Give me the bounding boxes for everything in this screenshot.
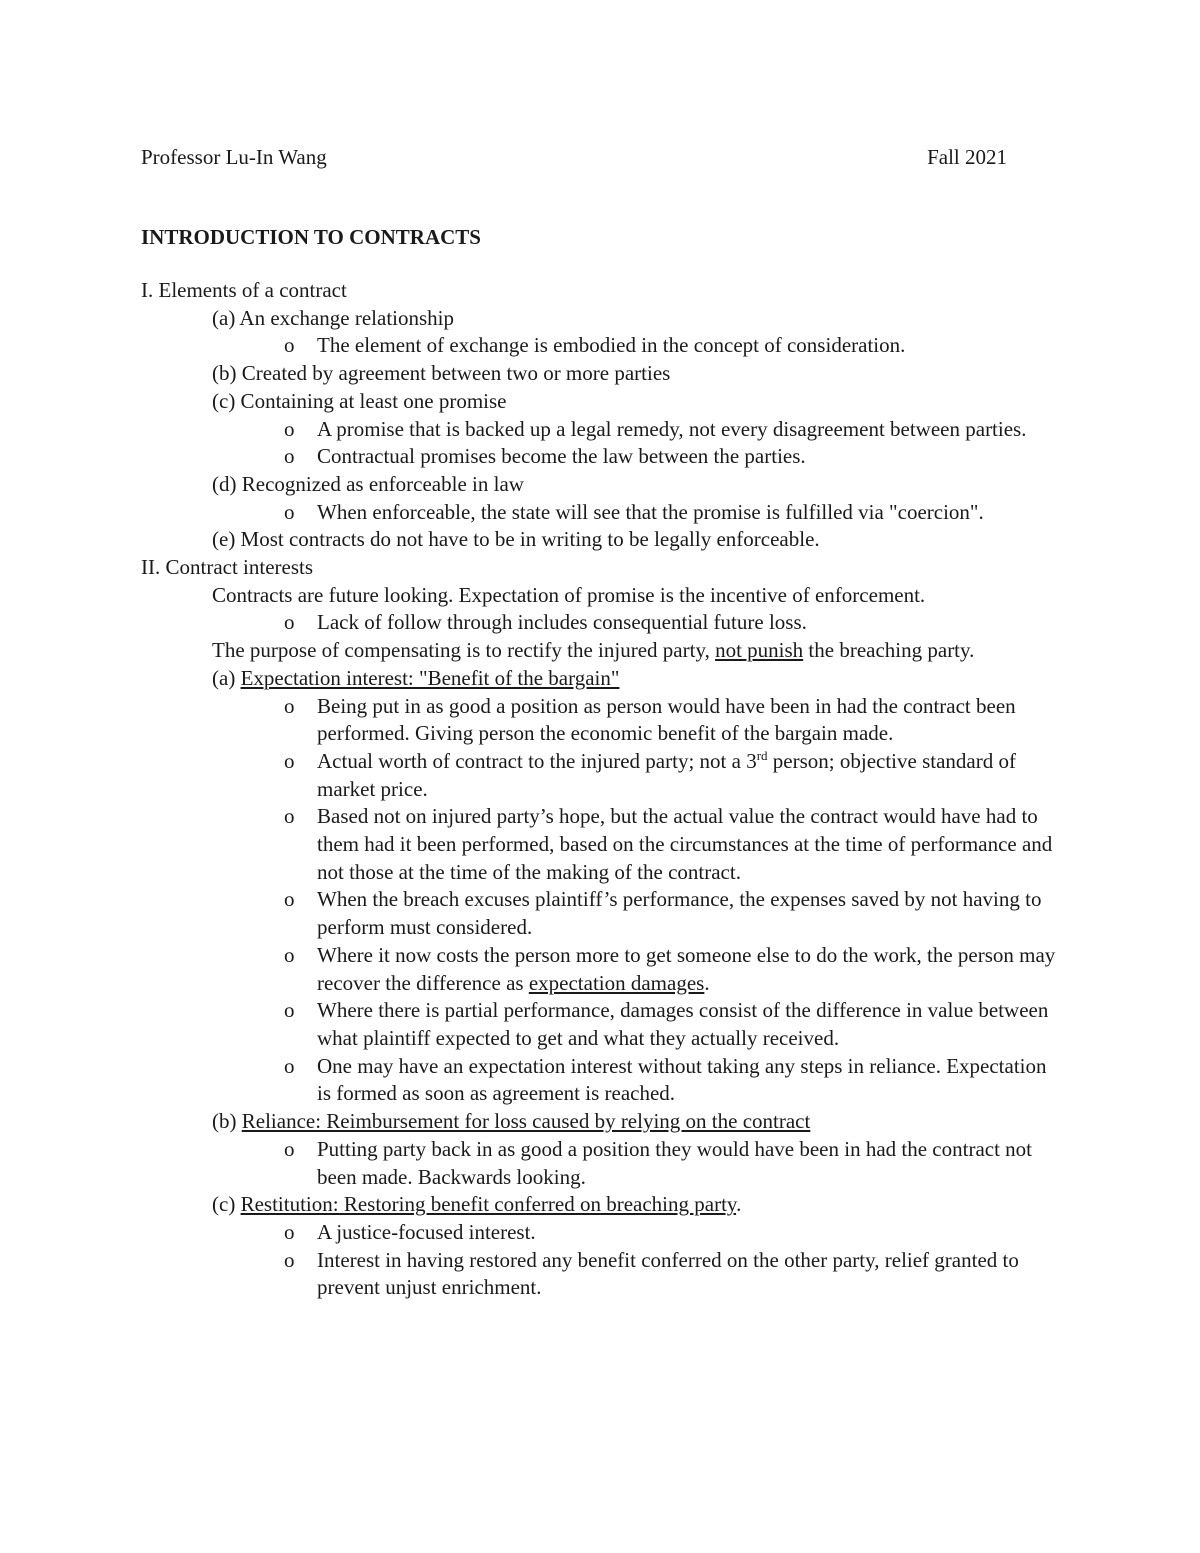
bullet-item: o One may have an expectation interest without taking any steps in reliance. Expectation is formed as soon as agreement is reached. <box>284 1053 1047 1106</box>
bullet-item: o Based not on injured party’s hope, but the actual value the contract would have had to them had it been performed, based on the circumstances at the time of performance and not those at the time of the making of the contract. <box>284 804 1053 884</box>
item-a-expectation: (a) Expectation interest: "Benefit of the bargain" <box>212 665 620 690</box>
bullet-marker: o <box>284 333 295 358</box>
item-a-exchange: (a) An exchange relationship <box>212 305 454 330</box>
bullet-item: o A justice-focused interest. <box>0 1219 1062 1247</box>
bullet-marker: o <box>284 1247 295 1272</box>
bullet-item: o Putting party back in as good a position they would have been in had the contract not been made. Backwards looking. <box>284 1136 1033 1189</box>
bullet-marker: o <box>284 748 295 773</box>
term: Fall 2021 <box>927 145 1007 169</box>
section-heading-elements: I. Elements of a contract <box>141 278 347 302</box>
purpose-paragraph: The purpose of compensating is to rectify the injured party, not punish the breaching party. <box>212 638 975 663</box>
item-b-agreement: (b) Created by agreement between two or more parties <box>212 361 671 386</box>
bullet-marker: o <box>284 804 295 829</box>
bullet-item: o When enforceable, the state will see that the promise is fulfilled via "coercion". <box>0 499 1062 527</box>
bullet-marker: o <box>284 444 295 469</box>
professor-name: Professor Lu-In Wang <box>141 145 327 169</box>
bullet-marker: o <box>284 1136 295 1161</box>
header-row <box>141 144 1007 171</box>
bullet-item: o Interest in having restored any benefit conferred on the other party, relief granted to prevent unjust enrichment. <box>284 1247 1019 1300</box>
bullet-marker: o <box>284 499 295 524</box>
bullet-item: o Where it now costs the person more to get someone else to do the work, the person may recover the difference as expectation damages. <box>284 942 1056 995</box>
section-heading-interests: II. Contract interests <box>141 555 314 580</box>
bullet-marker: o <box>284 998 295 1023</box>
bullet-item: o Lack of follow through includes consequential future loss. <box>0 609 1062 637</box>
bullet-item: o A promise that is backed up a legal remedy, not every disagreement between parties. <box>0 416 1062 444</box>
item-e-writing: (e) Most contracts do not have to be in writing to be legally enforceable. <box>212 527 820 552</box>
bullet-item: o Actual worth of contract to the injured party; not a 3rd person; objective standard of market price. <box>284 747 1016 801</box>
bullet-marker: o <box>284 942 295 967</box>
bullet-marker: o <box>284 887 295 912</box>
bullet-marker: o <box>284 1053 295 1078</box>
item-b-reliance: (b) Reliance: Reimbursement for loss caused by relying on the contract <box>212 1109 811 1134</box>
item-d-enforceable: (d) Recognized as enforceable in law <box>212 471 524 496</box>
item-c-restitution: (c) Restitution: Restoring benefit conferred on breaching party. <box>212 1192 742 1217</box>
bullet-marker: o <box>284 416 295 441</box>
bullet-item: o The element of exchange is embodied in the concept of consideration. <box>0 332 1062 360</box>
bullet-marker: o <box>284 610 295 635</box>
bullet-item: o Contractual promises become the law between the parties. <box>0 443 1062 471</box>
document-body <box>0 277 1200 1302</box>
bullet-item: o Where there is partial performance, damages consist of the difference in value between what plaintiff expected to get and what they actually received. <box>284 998 1049 1050</box>
bullet-item: o Being put in as good a position as person would have been in had the contract been performed. Giving person the economic benefit of the bargain made. <box>284 693 1016 746</box>
bullet-marker: o <box>284 1219 295 1244</box>
document-title: INTRODUCTION TO CONTRACTS <box>141 225 481 249</box>
bullet-marker: o <box>284 693 295 718</box>
item-c-promise: (c) Containing at least one promise <box>212 388 507 413</box>
interests-intro: Contracts are future looking. Expectation of promise is the incentive of enforcement. <box>212 582 926 607</box>
bullet-item: o When the breach excuses plaintiff’s performance, the expenses saved by not having to perform must considered. <box>284 887 1042 940</box>
